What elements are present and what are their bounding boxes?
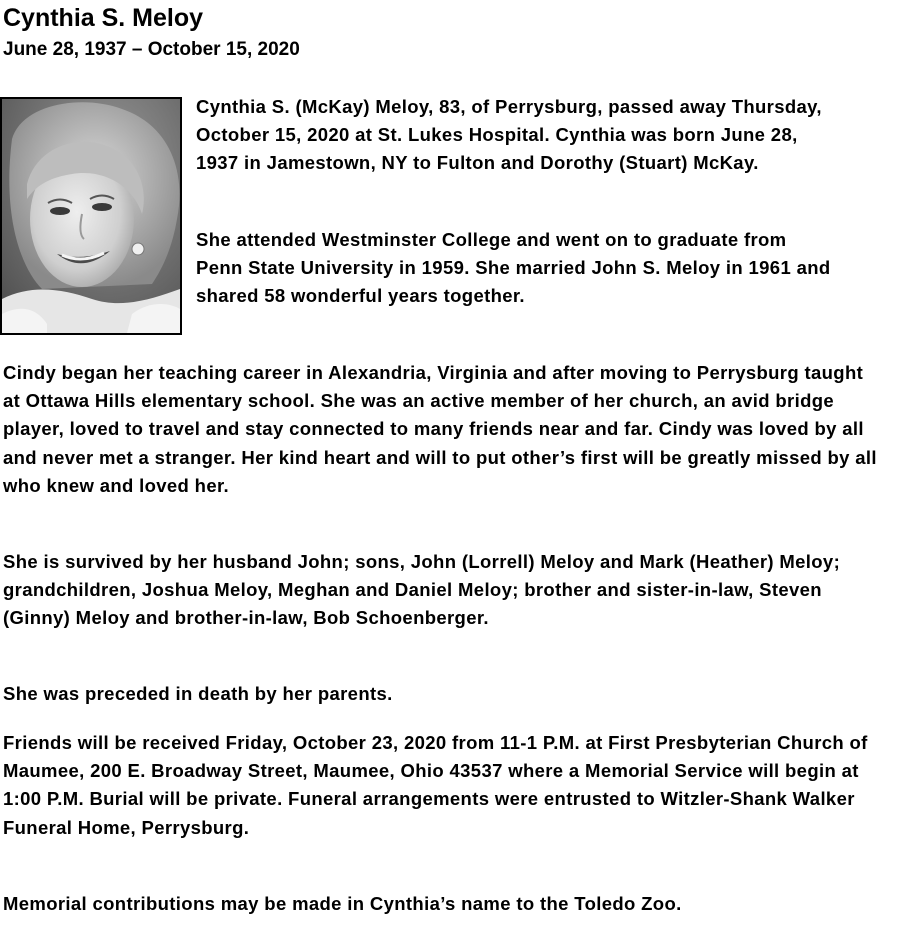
- paragraph-preceded: She was preceded in death by her parents.: [3, 683, 393, 704]
- obituary-name: Cynthia S. Meloy: [3, 4, 204, 32]
- obituary-dates: June 28, 1937 – October 15, 2020: [3, 39, 300, 60]
- paragraph-memorial: Memorial contributions may be made in Cynthia’s name to the Toledo Zoo.: [3, 893, 682, 914]
- portrait-photo: [0, 97, 182, 335]
- paragraph-services: Friends will be received Friday, October 23, 2020 from 11-1 P.M. at First Presbyterian Church of Maumee, 200 E. Broadway Street, Maumee, Ohio 43537 where a Memorial Service will begin at 1:00 P.M. Burial will be private. Funeral arrangements were entrusted to Witzler-Shank Walker Funeral Home, Perrysburg.: [3, 732, 868, 838]
- paragraph-career: Cindy began her teaching career in Alexandria, Virginia and after moving to Perrysburg taught at Ottawa Hills elementary school. She was an active member of her church, an avid bridge player, loved to travel and stay connected to many friends near and far. Cindy was loved by all and never met a stranger. Her kind heart and will to put other’s first will be greatly missed by all who knew and loved her.: [3, 362, 877, 496]
- paragraph-education: She attended Westminster College and went on to graduate from Penn State University in 1959. She married John S. Meloy in 1961 and shared 58 wonderful years together.: [196, 229, 831, 307]
- paragraph-intro: Cynthia S. (McKay) Meloy, 83, of Perrysburg, passed away Thursday, October 15, 2020 at St. Lukes Hospital. Cynthia was born June 28, 1937 in Jamestown, NY to Fulton and Dorothy (Stuart) McKay.: [196, 96, 822, 174]
- paragraph-survivors: She is survived by her husband John; sons, John (Lorrell) Meloy and Mark (Heather) Meloy; grandchildren, Joshua Meloy, Meghan and Daniel Meloy; brother and sister-in-law, Steven (Ginny) Meloy and brother-in-law, Bob Schoenberger.: [3, 551, 841, 629]
- portrait-icon: [2, 99, 180, 333]
